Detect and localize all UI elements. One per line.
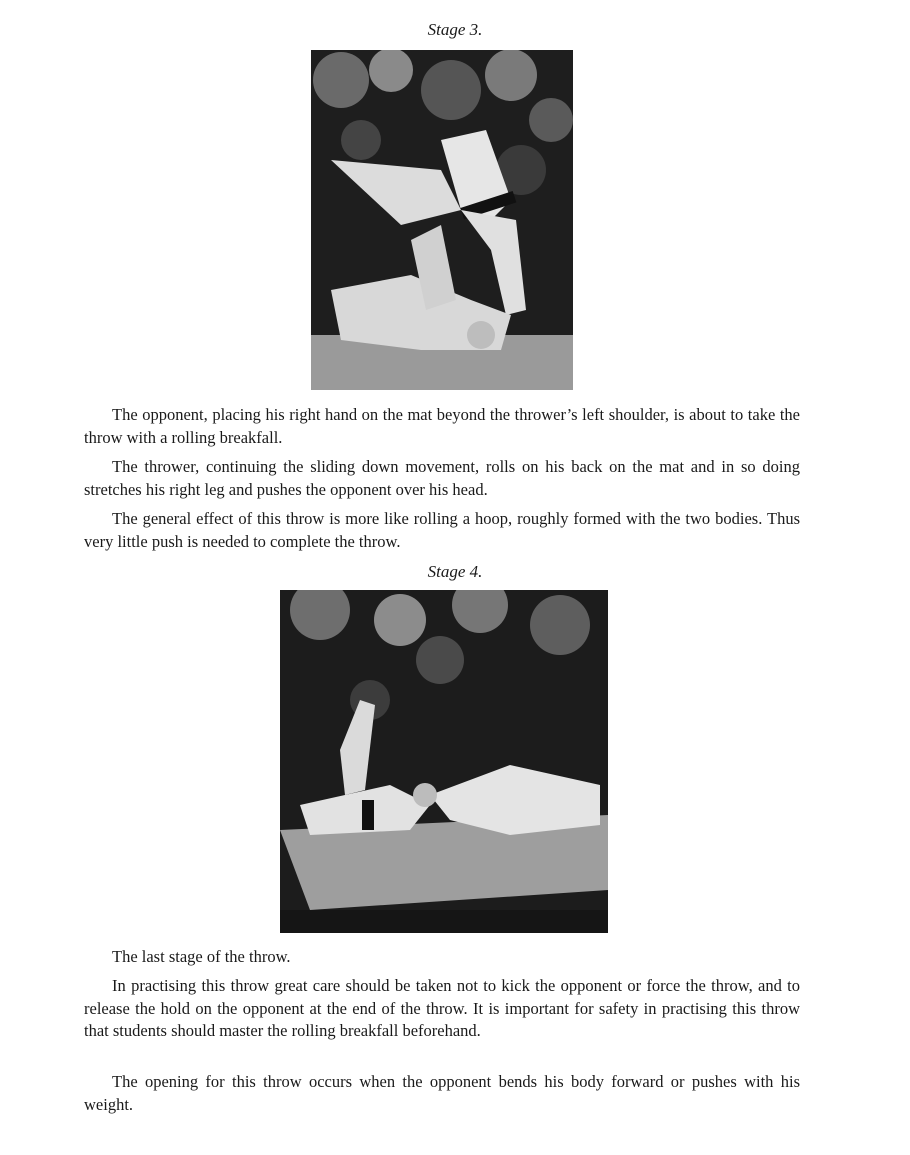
stage-4-caption: Stage 4. (427, 562, 483, 581)
paragraph: The opponent, placing his right hand on the mat beyond the thrower’s left shoulder, is about to take the throw with a rolling breakfall. (84, 405, 800, 447)
paragraph: The general effect of this throw is more like rolling a hoop, roughly formed with the two bodies. Thus very little push is needed to complete the throw. (84, 509, 800, 551)
paragraph: The thrower, continuing the sliding down movement, rolls on his back on the mat and in so doing stretches his right leg and pushes the opponent over his head. (84, 457, 800, 499)
paragraph: The opening for this throw occurs when the opponent bends his body forward or pushes with his weight. (84, 1072, 800, 1114)
stage-3-photo-image (311, 50, 573, 390)
paragraph: In practising this throw great care should be taken not to kick the opponent or force the throw, and to release the hold on the opponent at the end of the throw. It is important for safety in practising this throw that students should master the rolling breakfall beforehand. (84, 976, 800, 1040)
stage-4-photo-image (280, 590, 608, 933)
stage-3-photo (311, 50, 573, 390)
stage-4-photo (280, 590, 608, 933)
stage-3-caption: Stage 3. (427, 20, 483, 39)
paragraph: The last stage of the throw. (112, 947, 291, 966)
